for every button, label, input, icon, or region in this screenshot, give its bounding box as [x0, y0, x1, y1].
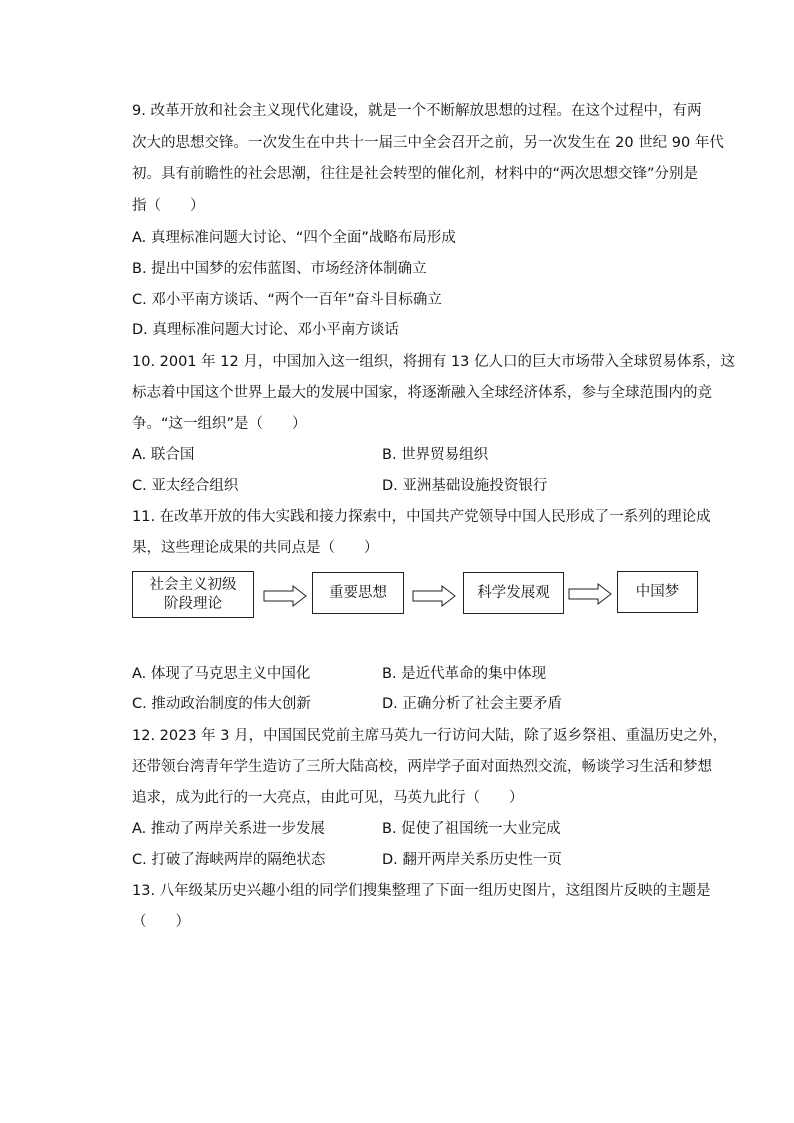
q12-stem-line-1: 12. 2023 年 3 月，中国国民党前主席马英九一行访问大陆，除了返乡祭祖、重温历史之外， [132, 728, 728, 744]
q10-option-d: D. 亚洲基础设施投资银行 [382, 478, 548, 494]
flow-box-important-thought: 重要思想 [312, 572, 404, 614]
flow-arrow-1 [263, 585, 307, 607]
q10-option-a: A. 联合国 [132, 447, 195, 463]
q10-stem-line-1: 10. 2001 年 12 月，中国加入这一组织，将拥有 13 亿人口的巨大市场带入全球贸易体系，这 [132, 354, 736, 370]
q11-stem-line-2: 果，这些理论成果的共同点是（ ） [132, 540, 379, 556]
q12-option-c: C. 打破了海峡两岸的隔绝状态 [132, 852, 326, 868]
flow-box-chinese-dream: 中国梦 [617, 571, 698, 613]
q11-option-d: D. 正确分析了社会主要矛盾 [382, 696, 562, 712]
flow-box-1-line-1: 社会主义初级 [149, 576, 237, 593]
q11-option-b: B. 是近代革命的集中体现 [382, 666, 547, 682]
q12-option-d: D. 翻开两岸关系历史性一页 [382, 852, 562, 868]
q11-option-c: C. 推动政治制度的伟大创新 [132, 696, 311, 712]
q11-stem-line-1: 11. 在改革开放的伟大实践和接力探索中，中国共产党领导中国人民形成了一系列的理论成 [132, 509, 711, 525]
q13-stem-line-2: （ ） [132, 914, 190, 930]
flow-box-1-line-2: 阶段理论 [164, 595, 222, 612]
q12-option-b: B. 促使了祖国统一大业完成 [382, 821, 561, 837]
q12-stem-line-3: 追求，成为此行的一大亮点，由此可见，马英九此行（ ） [132, 790, 524, 806]
q9-stem-line-1: 9. 改革开放和社会主义现代化建设，就是一个不断解放思想的过程。在这个过程中，有两 [132, 103, 702, 119]
q9-stem-line-2: 次大的思想交锋。一次发生在中共十一届三中全会召开之前，另一次发生在 20 世纪 90 年代 [132, 135, 724, 151]
flow-arrow-3 [568, 583, 612, 605]
q9-stem-line-3: 初。具有前瞻性的社会思潮，往往是社会转型的催化剂，材料中的“两次思想交锋”分别是 [132, 166, 699, 182]
q10-option-b: B. 世界贸易组织 [382, 447, 489, 463]
q9-option-b: B. 提出中国梦的宏伟蓝图、市场经济体制确立 [132, 261, 427, 277]
flow-box-primary-stage-theory [132, 571, 254, 618]
q11-option-a: A. 体现了马克思主义中国化 [132, 666, 311, 682]
q9-option-c: C. 邓小平南方谈话、“两个一百年”奋斗目标确立 [132, 292, 442, 308]
q10-option-c: C. 亚太经合组织 [132, 478, 239, 494]
q9-option-a: A. 真理标准问题大讨论、“四个全面”战略布局形成 [132, 230, 456, 246]
q9-option-d: D. 真理标准问题大讨论、邓小平南方谈话 [132, 322, 399, 338]
q13-stem-line-1: 13. 八年级某历史兴趣小组的同学们搜集整理了下面一组历史图片，这组图片反映的主题是 [132, 883, 711, 899]
flow-arrow-2 [412, 585, 456, 607]
q9-stem-line-4: 指（ ） [132, 198, 205, 214]
q12-option-a: A. 推动了两岸关系进一步发展 [132, 821, 325, 837]
q10-stem-line-3: 争。“这一组织”是（ ） [132, 416, 307, 432]
flow-box-scientific-outlook: 科学发展观 [463, 572, 564, 614]
q12-stem-line-2: 还带领台湾青年学生造访了三所大陆高校，两岸学子面对面热烈交流，畅谈学习生活和梦想 [132, 759, 712, 775]
q10-stem-line-2: 标志着中国这个世界上最大的发展中国家，将逐渐融入全球经济体系，参与全球范围内的竞 [132, 385, 712, 401]
